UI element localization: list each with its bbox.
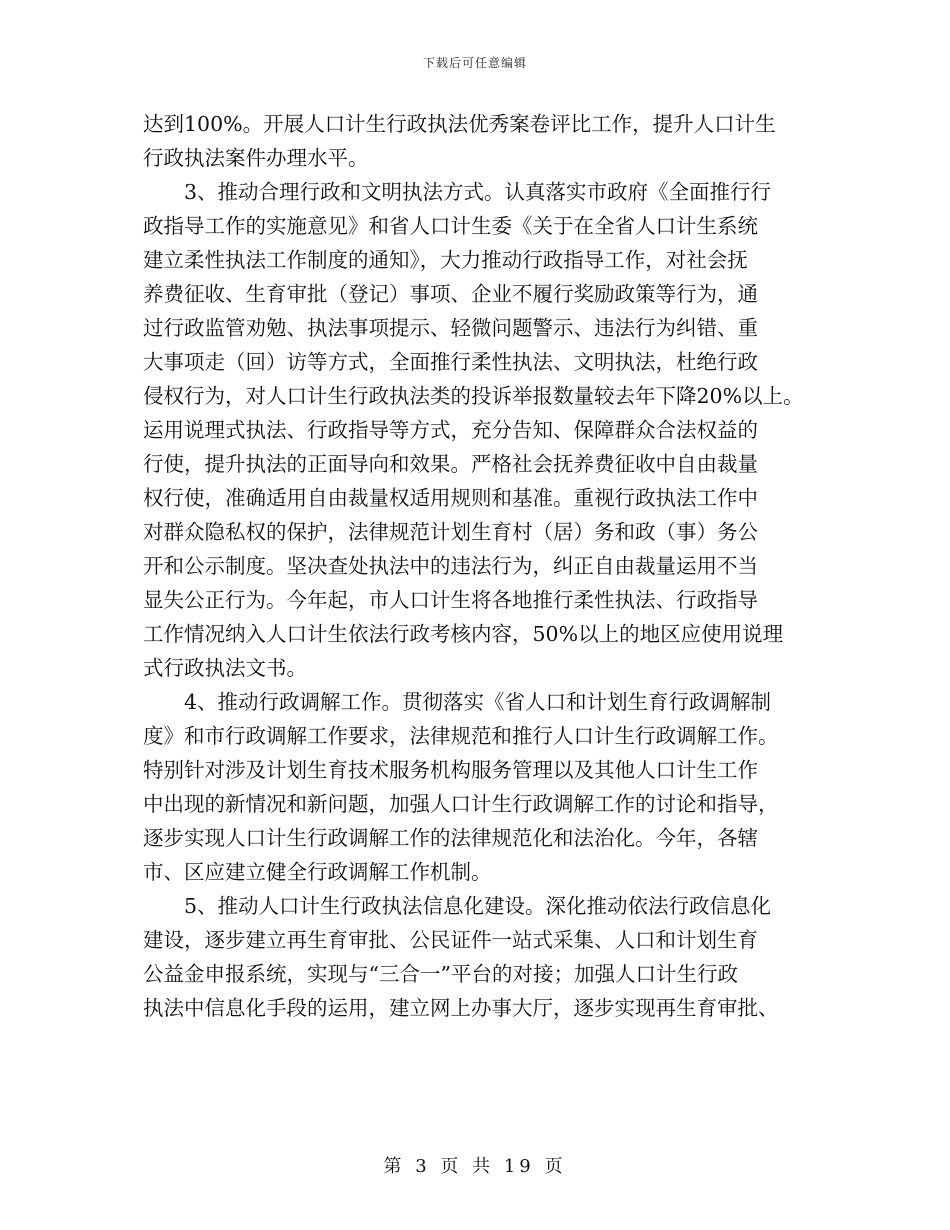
text-line: 养费征收、生育审批（登记）事项、企业不履行奖励政策等行为，通 [143,282,758,306]
text-line: 式行政执法文书。 [143,656,307,680]
text-line: 政指导工作的实施意见》和省人口计生委《关于在全省人口计生系统 [143,214,758,238]
text-line: 达到100%。开展人口计生行政执法优秀案卷评比工作，提升人口计生 [143,112,776,136]
text-line: 对群众隐私权的保护，法律规范计划生育村（居）务和政（事）务公 [143,520,758,544]
text-line: 显失公正行为。今年起，市人口计生将各地推行柔性执法、行政指导 [143,588,758,612]
page-header: 下载后可任意编辑 [422,56,527,70]
text-line: 工作情况纳入人口计生依法行政考核内容，50%以上的地区应使用说理 [143,622,784,646]
text-line: 逐步实现人口计生行政调解工作的法律规范化和法治化。今年，各辖 [143,826,758,850]
text-line: 侵权行为，对人口计生行政执法类的投诉举报数量较去年下降20%以上。 [143,384,804,408]
text-line: 3、推动合理行政和文明执法方式。认真落实市政府《全面推行行 [184,180,772,204]
text-line: 执法中信息化手段的运用，建立网上办事大厅，逐步实现再生育审批、 [143,996,779,1020]
page-number-footer: 第 3 页 共 19 页 [383,1156,567,1177]
text-line: 度》和市行政调解工作要求，法律规范和推行人口计生行政调解工作。 [143,724,779,748]
text-line: 5、推动人口计生行政执法信息化建设。深化推动依法行政信息化 [184,894,772,918]
text-line: 运用说理式执法、行政指导等方式，充分告知、保障群众合法权益的 [143,418,758,442]
text-line: 权行使，准确适用自由裁量权适用规则和基准。重视行政执法工作中 [143,486,758,510]
text-line: 开和公示制度。坚决查处执法中的违法行为，纠正自由裁量运用不当 [143,554,758,578]
text-line: 市、区应建立健全行政调解工作机制。 [143,860,492,884]
text-line: 行政执法案件办理水平。 [143,146,369,170]
text-line: 过行政监管劝勉、执法事项提示、轻微问题警示、违法行为纠错、重 [143,316,758,340]
document-body [143,107,833,1025]
text-line: 大事项走（回）访等方式，全面推行柔性执法、文明执法，杜绝行政 [143,350,758,374]
text-line: 行使，提升执法的正面导向和效果。严格社会抚养费征收中自由裁量 [143,452,758,476]
text-line: 4、推动行政调解工作。贯彻落实《省人口和计划生育行政调解制 [184,690,772,714]
text-line: 公益金申报系统，实现与“三合一”平台的对接；加强人口计生行政 [143,962,738,986]
text-line: 建设，逐步建立再生育审批、公民证件一站式采集、人口和计划生育 [143,928,758,952]
text-line: 中出现的新情况和新问题，加强人口计生行政调解工作的讨论和指导， [143,792,779,816]
text-line: 建立柔性执法工作制度的通知》，大力推动行政指导工作，对社会抚 [143,248,748,272]
text-line: 特别针对涉及计划生育技术服务机构服务管理以及其他人口计生工作 [143,758,758,782]
